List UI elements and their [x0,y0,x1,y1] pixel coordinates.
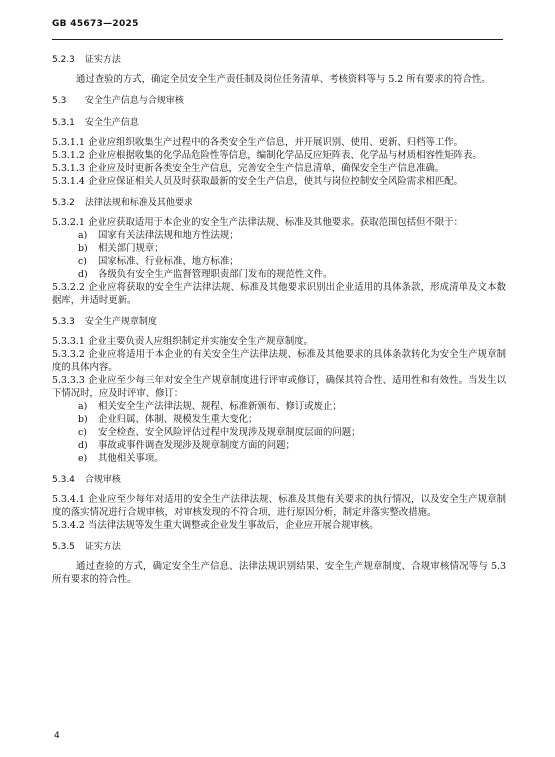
list-item [52,268,506,281]
clause-number: 5.3.1.4 [52,176,85,187]
list-item [52,452,506,465]
clause-text: 企业应及时更新各类安全生产信息，完善安全生产信息清单，确保安全生产信息准确。 [88,163,445,174]
section-title: 证实方法 [84,55,121,65]
section-number: 5.2.3 [52,55,75,65]
list-item [52,426,506,439]
section-heading [52,316,506,329]
section-number: 5.3.5 [52,542,75,552]
header-rule [52,39,503,40]
list-text: 其他相关事项。 [98,453,164,464]
clause-number: 5.3.1.2 [52,150,85,161]
clause [52,175,506,188]
clause-text: 当法律法规等发生重大调整或企业发生事故后，企业应开展合规审核。 [88,520,379,531]
clause [52,519,506,532]
list-text: 国家标准、行业标准、地方标准； [98,256,239,267]
clause [52,136,506,149]
clause-text: 企业应根据收集的化学品危险性等信息，编制化学品反应矩阵表、化学品与材质相容性矩阵表。 [88,150,482,161]
clause-text: 企业应保证相关人员及时获取最新的安全生产信息，使其与岗位控制安全风险需求相匹配。 [88,176,464,187]
list-marker: a) [78,401,88,412]
clause-number: 5.3.2.2 [52,282,85,293]
clause [52,281,506,307]
section-heading [52,474,506,487]
clause-number: 5.3.4.2 [52,520,85,531]
section-title: 安全生产信息与合规审核 [84,96,184,106]
list-marker: b) [78,243,88,254]
list-item [52,400,506,413]
clause-number: 5.3.3.3 [52,375,85,386]
section-number: 5.3.4 [52,475,75,485]
section-heading [52,197,506,210]
list-marker: a) [78,230,88,241]
clause-text: 企业应获取适用于本企业的安全生产法律法规、标准及其他要求。获取范围包括但不限于： [88,217,464,228]
clause [52,216,506,229]
section-number: 5.3.3 [52,317,75,327]
clause [52,348,506,374]
list-item [52,242,506,255]
list-marker: b) [78,414,88,425]
clause-number: 5.3.3.1 [52,336,85,347]
section-title: 安全生产信息 [84,118,139,128]
section-title: 合规审核 [84,475,121,485]
page-number: 4 [54,731,60,741]
clause-number: 5.3.2.1 [52,217,85,228]
section-number: 5.3.1 [52,118,75,128]
list-item [52,229,506,242]
section-number: 5.3 [52,96,67,106]
clause [52,374,506,400]
clause-text: 企业主要负责人应组织制定并实施安全生产规章制度。 [88,336,314,347]
section-number: 5.3.2 [52,198,75,208]
list-text: 相关部门规章； [98,243,164,254]
section-heading [52,117,506,130]
clause-number: 5.3.1.3 [52,163,85,174]
section-heading [52,95,506,108]
clause-text: 企业应将获取的安全生产法律法规、标准及其他要求识别出企业适用的具体条款，形成清单及文本数据库，并适时更新。 [52,282,506,306]
paragraph: 通过查验的方式，确定全员安全生产责任制及岗位任务清单、考核资料等与 5.2 所有要求的符合性。 [76,74,491,85]
list-marker: c) [78,256,87,267]
list-item [52,439,506,452]
list-text: 事故或事件调查发现涉及规章制度方面的问题； [98,440,295,451]
list-marker: e) [78,453,88,464]
clause [52,149,506,162]
clause-text: 企业应将适用于本企业的有关安全生产法律法规、标准及其他要求的具体条款转化为安全生产规章制度的具体内容。 [52,349,506,373]
list-text: 企业归属、体制、规模发生重大变化； [98,414,258,425]
section-heading [52,54,506,67]
list-marker: c) [78,427,87,438]
clause [52,335,506,348]
list-text: 相关安全生产法律法规、规程、标准新颁布、修订或废止； [98,401,342,412]
clause-text: 企业应至少每年对适用的安全生产法律法规、标准及其他有关要求的执行情况，以及安全生产规章制度的落实情况进行合规审核，对审核发现的不符合项，进行原因分析，制定并落实整改措施。 [52,494,506,518]
clause-number: 5.3.3.2 [52,349,85,360]
list-text: 国家有关法律法规和地方性法规； [98,230,239,241]
clause-number: 5.3.1.1 [52,137,85,148]
paragraph: 通过查验的方式，确定安全生产信息、法律法规识别结果、安全生产规章制度、合规审核情况等与 5.3 所有要求的符合性。 [52,561,506,585]
list-item [52,413,506,426]
section-title: 法律法规和标准及其他要求 [84,198,193,208]
section-title: 安全生产规章制度 [84,317,157,327]
clause-number: 5.3.4.1 [52,494,85,505]
section-title: 证实方法 [84,542,121,552]
list-marker: d) [78,269,88,280]
page-body [52,54,506,586]
clause-text: 企业应组织收集生产过程中的各类安全生产信息，并开展识别、使用、更新、归档等工作。 [88,137,464,148]
list-marker: d) [78,440,88,451]
standard-code: GB 45673—2025 [52,19,139,29]
list-item [52,255,506,268]
section-heading [52,541,506,554]
list-text: 各级负有安全生产监督管理职责部门发布的规范性文件。 [98,269,333,280]
list-text: 安全检查、安全风险评估过程中发现涉及规章制度层面的问题； [98,427,361,438]
clause [52,493,506,519]
clause-text: 企业应至少每三年对安全生产规章制度进行评审或修订，确保其符合性、适用性和有效性。当发生以下情况时，应及时评审、修订： [52,375,506,399]
clause [52,162,506,175]
